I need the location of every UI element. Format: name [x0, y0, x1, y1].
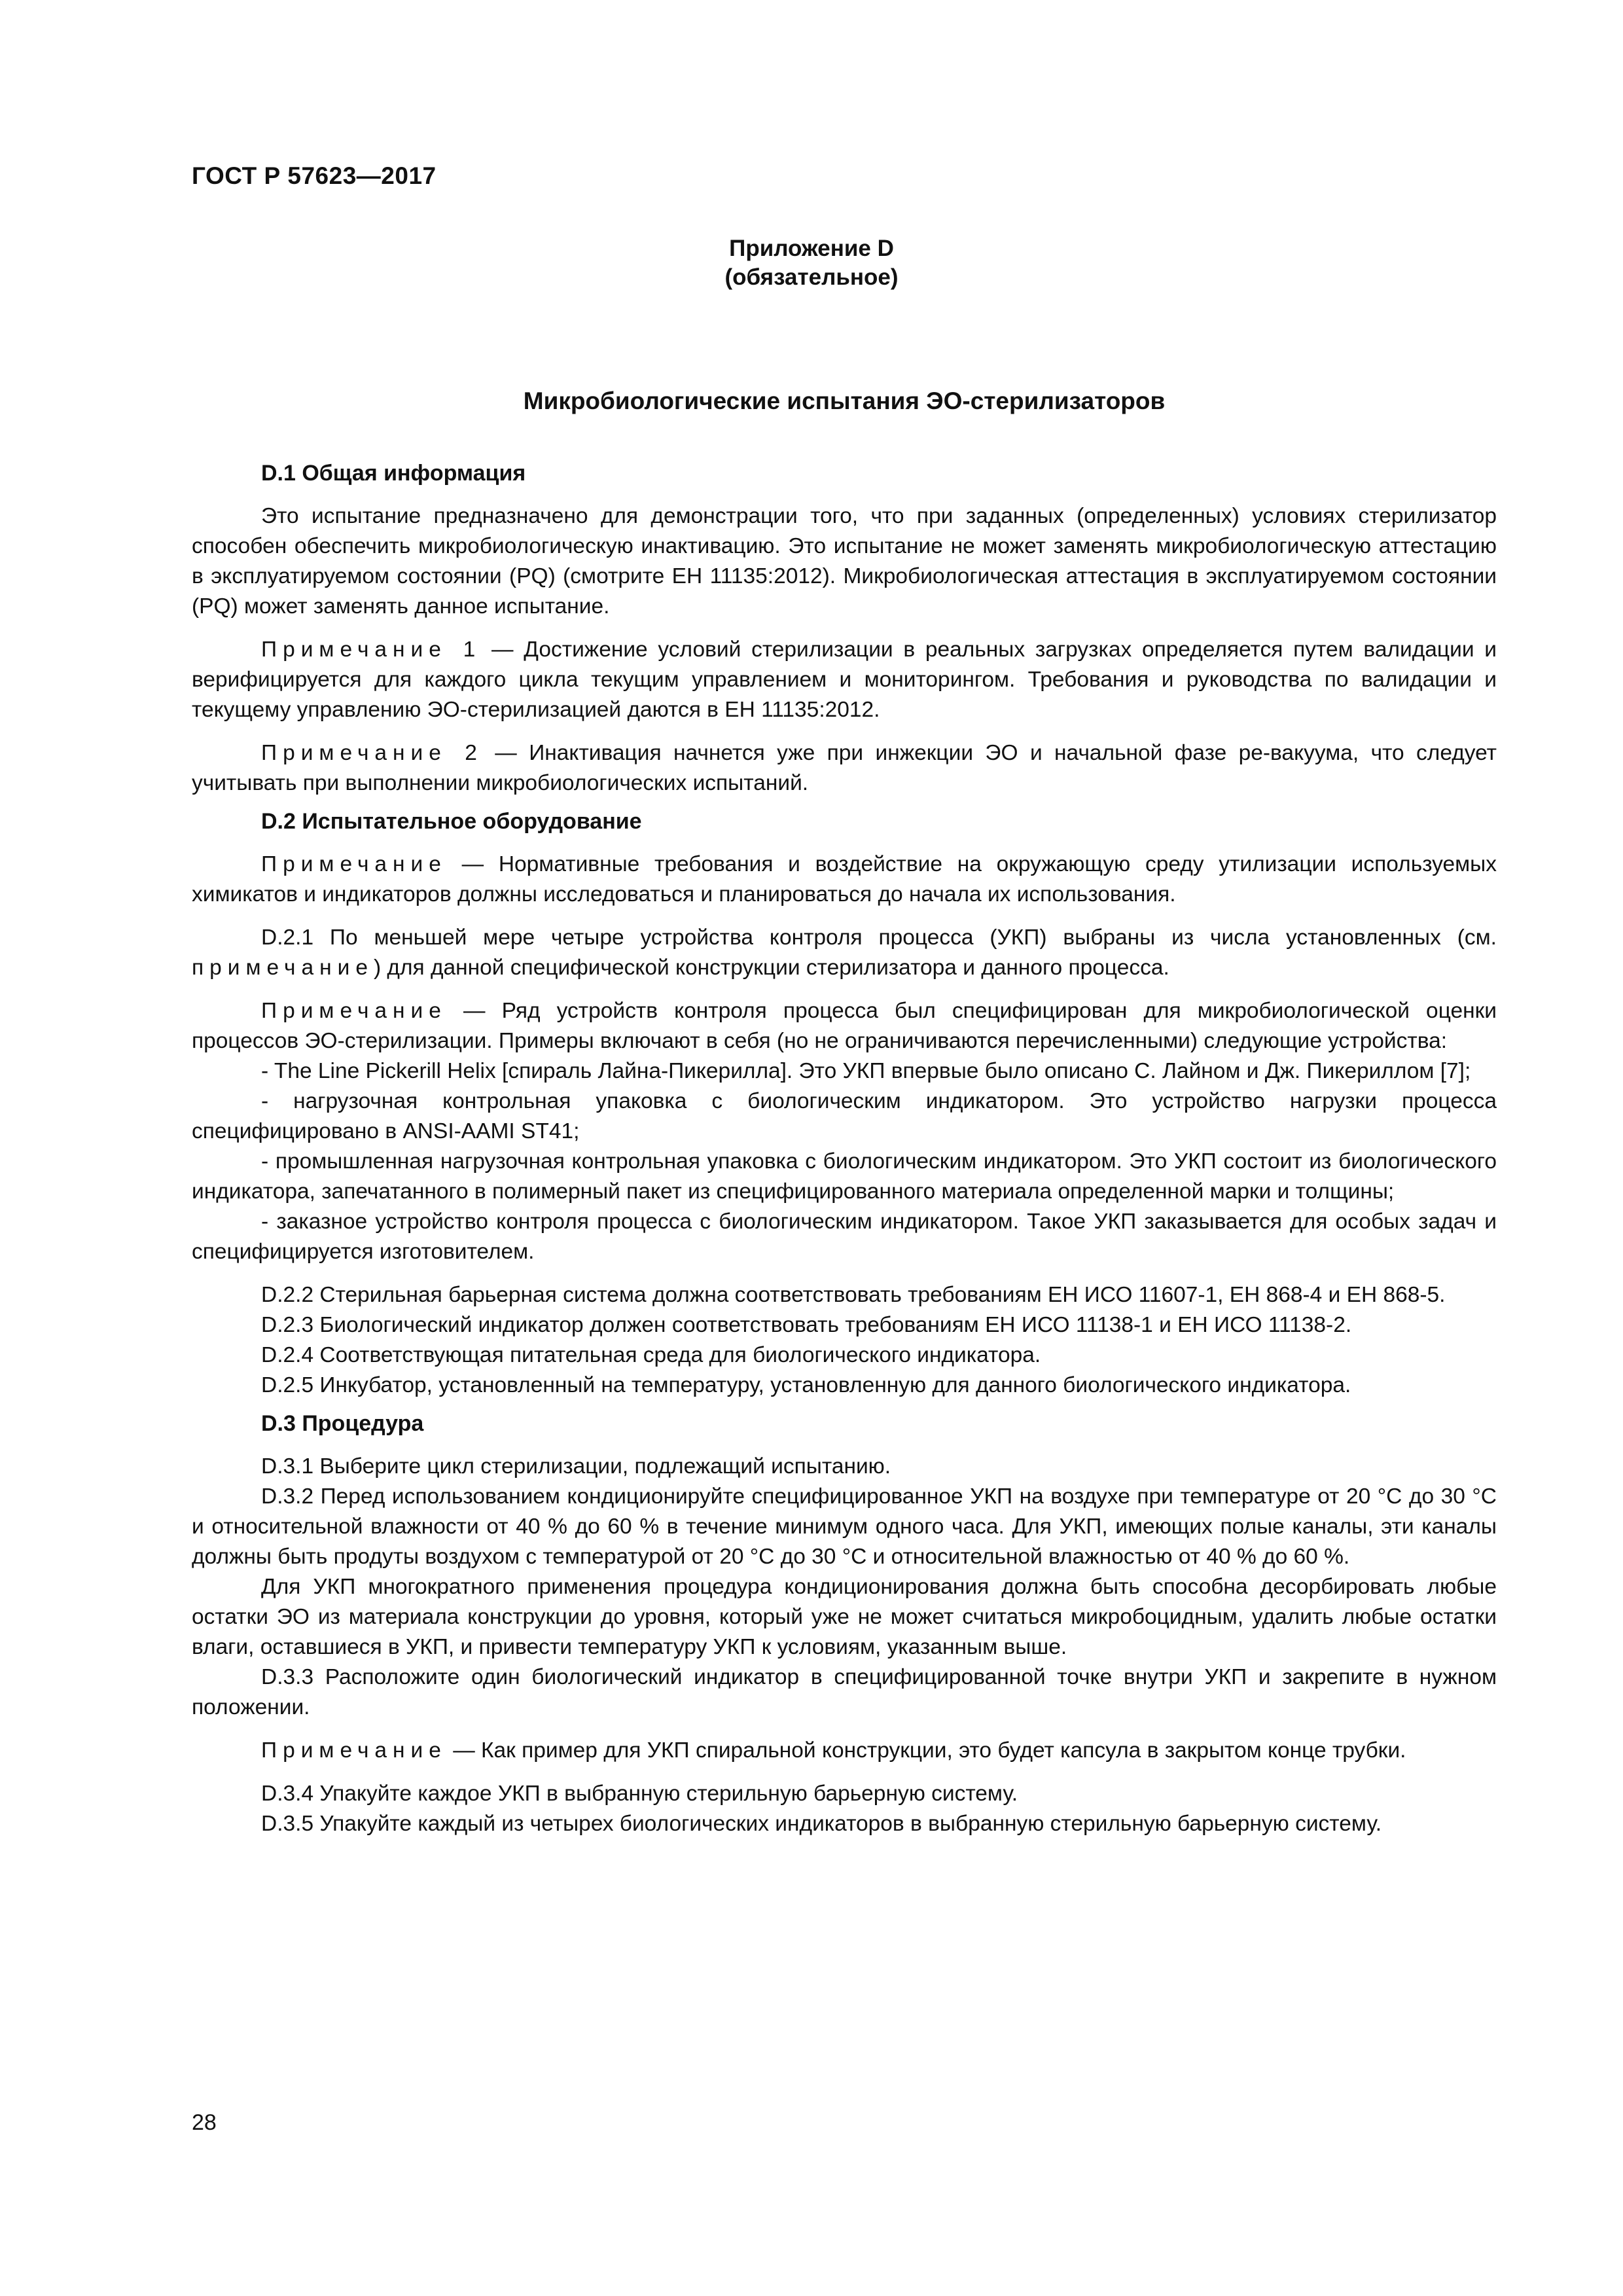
note-text: — Ряд устройств контроля процесса был специфицирован для микробиологической оценки процессов ЭО-стерилизации. Примеры включают в себя (но не ограничиваются перечисленными) следующие устройства: [192, 999, 1497, 1053]
clause-d3-3: D.3.3 Расположите один биологический индикатор в специфицированной точке внутри УКП и закрепите в нужном положении. [192, 1665, 1497, 1719]
note-d2-devices [192, 996, 1497, 1056]
clause-d3-5: D.3.5 Упакуйте каждый из четырех биологических индикаторов в выбранную стерильную барьерную систему. [261, 1812, 1382, 1836]
note-label: Примечание [261, 1738, 447, 1763]
section-heading-d3: D.3 Процедура [261, 1411, 424, 1436]
note-d3 [192, 1736, 1497, 1766]
list-item: - заказное устройство контроля процесса с биологическим индикатором. Такое УКП заказывается для особых задач и специфицируется изготовителем. [192, 1210, 1497, 1264]
clause-d2-1: D.2.1 По меньшей мере четыре устройства контроля процесса (УКП) выбраны из числа установленных (см. примечание) для данной специфической конструкции стерилизатора и данного процесса. [192, 925, 1497, 980]
note-d2 [192, 850, 1497, 910]
paragraph-d1: Это испытание предназначено для демонстрации того, что при заданных (определенных) условиях стерилизатор способен обеспечить микробиологическую инактивацию. Это испытание не может заменять микробиологическую аттестацию в эксплуатируемом состоянии (PQ) (смотрите ЕН 11135:2012). Микробиологическая аттестация в эксплуатируемом состоянии (PQ) может заменять данное испытание. [192, 504, 1497, 619]
note-label: Примечание [261, 852, 447, 876]
note-d1-1 [192, 635, 1497, 725]
note-label: Примечание 2 [261, 741, 483, 765]
clause-d2-5: D.2.5 Инкубатор, установленный на температуру, установленную для данного биологического индикатора. [261, 1373, 1351, 1397]
clause-d3-4: D.3.4 Упакуйте каждое УКП в выбранную стерильную барьерную систему. [261, 1782, 1018, 1806]
clause-d3-2: D.3.2 Перед использованием кондиционируйте специфицированное УКП на воздухе при температуре от 20 °С до 30 °С и относительной влажности от 40 % до 60 % в течение минимум одного часа. Для УКП, имеющих полые каналы, эти каналы должны быть продуты воздухом с температурой от 20 °С до 30 °С и относительной влажностью от 40 % до 60 %. [192, 1484, 1497, 1569]
standard-designation: ГОСТ Р 57623—2017 [192, 162, 437, 189]
annex-title: Приложение D [729, 236, 894, 261]
clause-d2-4: D.2.4 Соответствующая питательная среда для биологического индикатора. [261, 1343, 1041, 1367]
note-text: — Как пример для УКП спиральной конструкции, это будет капсула в закрытом конце трубки. [446, 1738, 1406, 1763]
note-label: Примечание [261, 999, 447, 1023]
clause-d3-2-continued: Для УКП многократного применения процедура кондиционирования должна быть способна десорбировать любые остатки ЭО из материала конструкции до уровня, который уже не может считаться микробоцидным, удалить любые остатки влаги, оставшиеся в УКП, и привести температуру УКП к условиям, указанным выше. [192, 1575, 1497, 1659]
list-item: - промышленная нагрузочная контрольная упаковка с биологическим индикатором. Это УКП состоит из биологического индикатора, запечатанного в полимерный пакет из специфицированного материала определенной марки и толщины; [192, 1149, 1497, 1204]
note-text: — Нормативные требования и воздействие на окружающую среду утилизации используемых химикатов и индикаторов должны исследоваться и планироваться до начала их использования. [192, 852, 1497, 906]
clause-d2-3: D.2.3 Биологический индикатор должен соответствовать требованиям ЕН ИСО 11138-1 и ЕН ИСО 11138-2. [261, 1313, 1352, 1337]
annex-status: (обязательное) [724, 264, 899, 290]
list-item: - нагрузочная контрольная упаковка с биологическим индикатором. Это устройство нагрузки процесса специфицировано в ANSI-AAMI ST41; [192, 1089, 1497, 1143]
list-item: - The Line Pickerill Helix [спираль Лайна-Пикерилла]. Это УКП впервые было описано С. Лайном и Дж. Пикериллом [7]; [261, 1059, 1471, 1083]
clause-d3-1: D.3.1 Выберите цикл стерилизации, подлежащий испытанию. [261, 1454, 891, 1479]
note-d1-2 [192, 738, 1497, 798]
note-label: Примечание 1 [261, 637, 482, 662]
document-title: Микробиологические испытания ЭО-стерилизаторов [523, 387, 1166, 414]
note-text: — Достижение условий стерилизации в реальных загрузках определяется путем валидации и верифицируется для каждого цикла текущим управлением и мониторингом. Требования и руководства по валидации и текущему управлению ЭО-стерилизацией даются в ЕН 11135:2012. [192, 637, 1497, 722]
note-text: — Инактивация начнется уже при инжекции ЭО и начальной фазе ре-вакуума, что следует учитывать при выполнении микробиологических испытаний. [192, 741, 1497, 795]
section-heading-d1: D.1 Общая информация [261, 461, 526, 486]
document-body [192, 458, 1497, 1839]
clause-d2-2: D.2.2 Стерильная барьерная система должна соответствовать требованиям ЕН ИСО 11607-1, ЕН 868-4 и ЕН 868-5. [261, 1283, 1446, 1307]
note-reference: примечание [192, 956, 374, 980]
section-heading-d2: D.2 Испытательное оборудование [261, 809, 642, 834]
page-number: 28 [192, 2110, 217, 2135]
